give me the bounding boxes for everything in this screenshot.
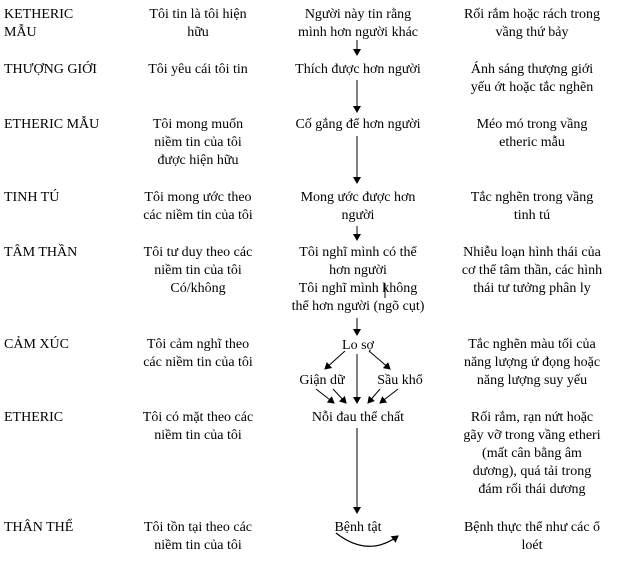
thought-text-mental: Tôi nghĩ mình có thể hơn người Tôi nghĩ mình không thể hơn người (ngõ cụt) [291,245,425,314]
effect-text-mental: Nhiễu loạn hình thái của cơ thể tâm thần, các hình thái tư tưởng phân ly [461,245,603,296]
arrow-grief-to-pain-a [368,389,380,403]
thought-text-astral: Mong ước được hơn người [300,190,416,223]
level-label-emotional: CẢM XÚC [4,337,69,352]
arrow-anger-to-pain-a [316,389,334,403]
thought-text-emotional: Lo sợ [342,338,374,353]
effect-text-etheric: Rối rắm, rạn nứt hoặc gãy vỡ trong vầng etheri (mất cân bằng âm dương), quá tải trong đám rối thái dương [463,410,601,497]
belief-text-astral: Tôi mong ước theo các niềm tin của tôi [143,190,253,223]
thought-text-celestial: Thích được hơn người [295,62,421,77]
arrow-grief-to-pain-b [380,389,398,403]
belief-text-etheric-template: Tôi mong muốn niềm tin của tôi được hiện hữu [152,117,244,168]
effect-text-etheric-template: Méo mó trong vầng etheric mẫu [476,117,588,150]
level-label-physical: THÂN THỂ [4,520,74,535]
level-label-mental: TÂM THẦN [4,245,78,260]
effect-text-physical: Bệnh thực thể như các ổ loét [463,520,601,553]
thought-text-etheric-template: Cố gắng để hơn người [295,117,421,132]
level-label-etheric-template: ETHERIC MẪU [4,117,100,132]
arrow-anger-to-pain-b [333,389,346,403]
thought-text-etheric: Nỗi đau thể chất [311,410,405,425]
branch-anger: Giận dữ [299,373,345,388]
branch-grief: Sầu khổ [377,373,423,388]
belief-text-mental: Tôi tư duy theo các niềm tin của tôi Có/không [143,245,253,296]
effect-text-emotional: Tắc nghẽn màu tối của năng lượng ứ đọng hoặc năng lượng suy yếu [463,337,601,388]
belief-text-physical: Tôi tồn tại theo các niềm tin của tôi [143,520,253,553]
effect-text-celestial: Ánh sáng thượng giới yếu ớt hoặc tắc nghẽn [470,62,594,95]
belief-text-ketheric: Tôi tin là tôi hiện hữu [149,7,247,40]
thought-text-physical: Bệnh tật [334,520,382,535]
belief-text-emotional: Tôi cảm nghĩ theo các niềm tin của tôi [143,337,253,370]
level-label-ketheric: KETHERIC MẪU [4,7,74,40]
belief-text-etheric: Tôi có mặt theo các niềm tin của tôi [142,410,254,443]
effect-text-astral: Tắc nghẽn trong vầng tinh tú [470,190,594,223]
level-label-celestial: THƯỢNG GIỚI [4,62,97,77]
belief-text-celestial: Tôi yêu cái tôi tin [148,62,248,77]
level-label-astral: TINH TÚ [4,190,60,205]
effect-text-ketheric: Rối rắm hoặc rách trong vầng thứ bảy [463,7,601,40]
level-label-etheric: ETHERIC [4,410,64,425]
thought-text-ketheric: Người này tin rằng mình hơn người khác [298,7,418,40]
